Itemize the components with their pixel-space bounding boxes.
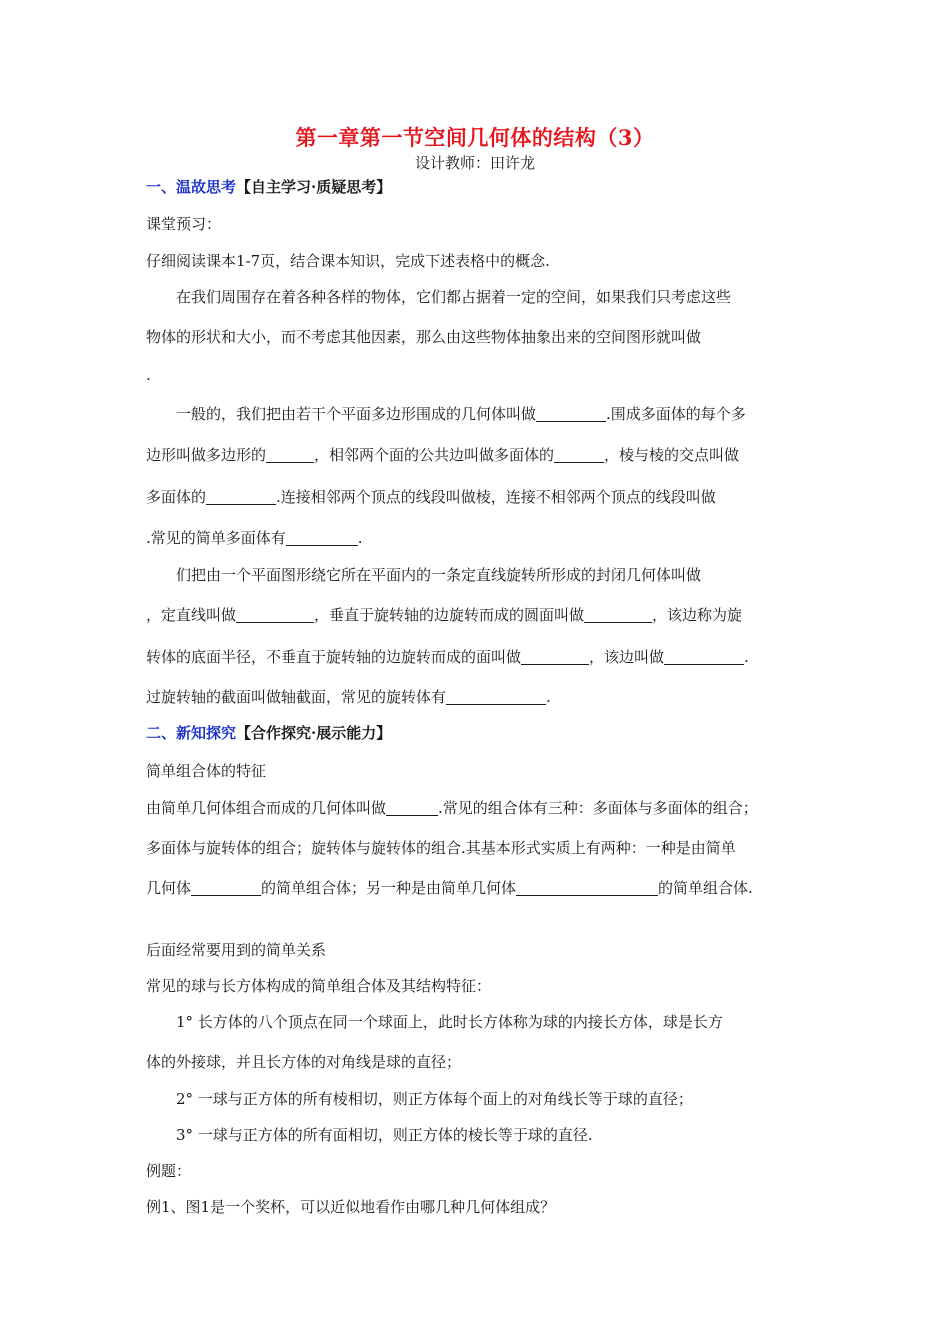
paragraph1-line2: 物体的形状和大小，而不考虑其他因素，那么由这些物体抽象出来的空间图形就叫做: [146, 328, 702, 346]
fill-blank[interactable]: [236, 607, 314, 623]
fill-blank[interactable]: [446, 689, 546, 705]
fill-blank[interactable]: [206, 489, 276, 505]
text-segment: 一般的，我们把由若干个平面多边形围成的几何体叫做: [176, 405, 537, 423]
example1-text: 例1、图1是一个奖杯，可以近似地看作由哪几种几何体组成？: [146, 1198, 556, 1216]
subheading-sphere-cuboid: 常见的球与长方体构成的简单组合体及其结构特征：: [146, 977, 492, 995]
text-segment: ，相邻两个面的公共边叫做多面体的: [314, 446, 555, 464]
text-segment: .常见的简单多面体有: [146, 529, 286, 547]
section2-tag: 【合作探究·展示能力】: [236, 724, 392, 742]
text-segment: .常见的组合体有三种：多面体与多面体的组合；: [438, 799, 758, 817]
text-segment: 转体的底面半径，不垂直于旋转轴的边旋转而成的面叫做: [146, 648, 522, 666]
item1-line2: 体的外接球，并且长方体的对角线是球的直径；: [146, 1053, 462, 1071]
text-segment: .: [357, 529, 363, 547]
item1-line1: 1° 长方体的八个顶点在同一个球面上，此时长方体称为球的内接长方体，球是长方: [176, 1013, 723, 1031]
preview-heading: 课堂预习：: [146, 215, 222, 233]
instruction-text: 仔细阅读课本1-7页，结合课本知识，完成下述表格中的概念.: [146, 252, 550, 270]
item3-text: 3° 一球与正方体的所有面相切，则正方体的棱长等于球的直径.: [176, 1126, 593, 1144]
author-line: 设计教师：田许龙: [414, 154, 535, 172]
text-segment: 的简单组合体.: [658, 879, 753, 897]
text-segment: ，垂直于旋转轴的边旋转而成的圆面叫做: [314, 606, 585, 624]
text-segment: 的简单组合体；另一种是由简单几何体: [261, 879, 517, 897]
text-segment: ，棱与棱的交点叫做: [604, 446, 740, 464]
text-segment: .围成多面体的每个多: [606, 405, 746, 423]
fill-blank[interactable]: [664, 649, 744, 665]
text-segment: .连接相邻两个顶点的线段叫做棱，连接不相邻两个顶点的线段叫做: [276, 488, 716, 506]
paragraph1-line1: 在我们周围存在着各种各样的物体，它们都占据着一定的空间，如果我们只考虑这些: [176, 288, 732, 306]
fill-blank[interactable]: [584, 607, 652, 623]
section2-heading: [146, 722, 826, 743]
paragraph2-line2: [146, 444, 826, 465]
text-segment: 几何体: [146, 879, 192, 897]
paragraph3-line1: 们把由一个平面图形绕它所在平面内的一条定直线旋转所形成的封闭几何体叫做: [176, 566, 702, 584]
paragraph4-line1: [146, 797, 826, 818]
fill-blank[interactable]: [191, 880, 261, 896]
fill-blank[interactable]: [554, 447, 604, 463]
section2-label: 二、新知探究: [146, 724, 237, 742]
paragraph2-line4: [146, 527, 826, 548]
section1-label: 一、温故思考: [146, 178, 237, 196]
text-segment: .: [744, 648, 749, 666]
paragraph4-line2: 多面体与旋转体的组合；旋转体与旋转体的组合.其基本形式实质上有两种：一种是由简单: [146, 839, 736, 857]
section1-heading: [146, 176, 826, 197]
paragraph1-line3: .: [146, 366, 151, 384]
fill-blank[interactable]: [386, 800, 438, 816]
paragraph3-line4: [146, 686, 826, 707]
section1-tag: 【自主学习·质疑思考】: [236, 178, 392, 196]
paragraph2-line3: [146, 486, 826, 507]
paragraph2-line1: [176, 403, 856, 424]
fill-blank[interactable]: [286, 530, 358, 546]
fill-blank[interactable]: [266, 447, 314, 463]
text-segment: .: [546, 688, 551, 706]
fill-blank[interactable]: [536, 406, 606, 422]
paragraph4-line3: [146, 877, 826, 898]
text-segment: 多面体的: [146, 488, 207, 506]
text-segment: ，该边叫做: [589, 648, 665, 666]
text-segment: ，该边称为旋: [652, 606, 743, 624]
page-title: 第一章第一节空间几何体的结构（3）: [295, 125, 655, 150]
item2-text: 2° 一球与正方体的所有棱相切，则正方体每个面上的对角线长等于球的直径；: [176, 1090, 693, 1108]
paragraph3-line3: [146, 646, 826, 667]
paragraph3-line2: [146, 604, 826, 625]
text-segment: 边形叫做多边形的: [146, 446, 267, 464]
fill-blank[interactable]: [521, 649, 589, 665]
text-segment: 过旋转轴的截面叫做轴截面，常见的旋转体有: [146, 688, 447, 706]
text-segment: 由简单几何体组合而成的几何体叫做: [146, 799, 387, 817]
examples-heading: 例题：: [146, 1162, 192, 1180]
subheading-relations: 后面经常要用到的简单关系: [146, 941, 327, 959]
subheading-combined-body: 简单组合体的特征: [146, 762, 267, 780]
fill-blank[interactable]: [516, 880, 658, 896]
text-segment: ，定直线叫做: [146, 606, 237, 624]
